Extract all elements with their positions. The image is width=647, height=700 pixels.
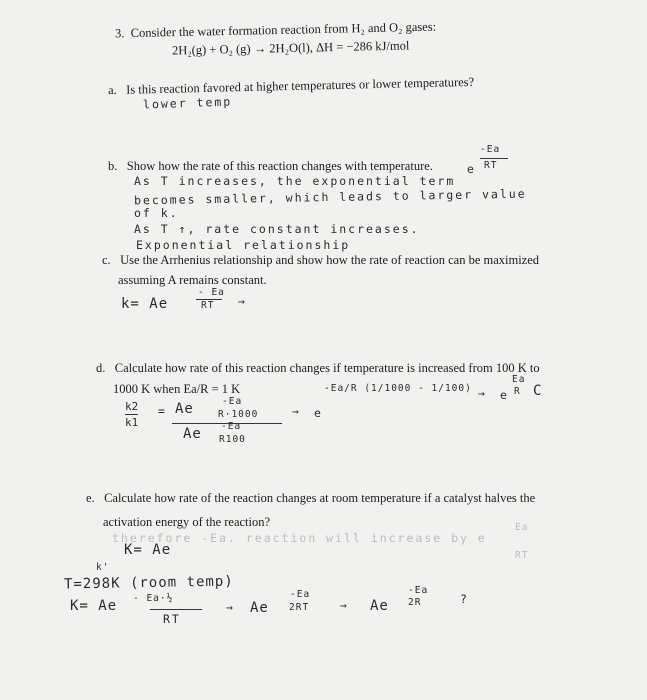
rate-ratio-numerator: k2 bbox=[125, 400, 139, 413]
part-a-label: a. bbox=[107, 82, 117, 98]
faint-exp-top: Ea bbox=[515, 522, 529, 533]
part-b-answer-line-1: As T increases, the exponential term bbox=[134, 174, 456, 188]
part-e-question-line-2: activation energy of the reaction? bbox=[103, 515, 271, 529]
rate-ratio bbox=[125, 400, 138, 429]
part-e-k2-fraction-bar bbox=[150, 609, 202, 610]
part-c-label: c. bbox=[102, 253, 111, 267]
part-e-k2-exp-top: - Ea·½ bbox=[133, 593, 174, 604]
part-b-answer-line-3: of k. bbox=[134, 206, 179, 220]
part-a-handwritten-answer: lower temp bbox=[142, 94, 233, 112]
part-c-text-1: Use the Arrhenius relationship and show how the rate of reaction can be maximized bbox=[120, 253, 540, 267]
part-e-temp-line: T=298K (room temp) bbox=[63, 573, 234, 593]
part-e-k-line: K= Ae bbox=[124, 542, 172, 558]
denominator-exp-top: -Ea bbox=[221, 421, 242, 432]
part-d-label: d. bbox=[96, 361, 106, 375]
part-c-answer-k: k= Ae bbox=[121, 296, 169, 312]
numerator-expr: Ae bbox=[175, 401, 194, 417]
d-arrow-2: → bbox=[478, 386, 487, 400]
d-end-exp-top: Ea bbox=[512, 374, 526, 385]
d-arrow-1: → bbox=[292, 404, 301, 418]
rate-ratio-denominator: k1 bbox=[125, 416, 139, 429]
numerator-exp-bottom: R·1000 bbox=[218, 409, 259, 420]
exp-term-base: e bbox=[467, 162, 476, 176]
part-b-answer-line-5: Exponential relationship bbox=[136, 238, 351, 252]
ratio-equals: = bbox=[158, 404, 167, 418]
part-c-arrow: → bbox=[238, 294, 247, 308]
d-end-tail: C bbox=[533, 383, 543, 399]
part-e-k2-line: K= Ae bbox=[70, 598, 118, 614]
part-e-question-line-1 bbox=[86, 490, 535, 506]
part-d-question-line-2: 1000 K when Ea/R = 1 K bbox=[113, 382, 241, 396]
exp-fraction-bar bbox=[480, 158, 508, 159]
e-arrow-2: → bbox=[340, 598, 349, 612]
part-b-text: Show how the rate of this reaction changes with temperature. bbox=[126, 159, 433, 173]
denominator-expr: Ae bbox=[183, 426, 202, 442]
part-d-question-line-1 bbox=[96, 360, 540, 376]
e-end-exp-top: -Ea bbox=[408, 585, 429, 596]
d-mid-expr: e bbox=[314, 406, 323, 420]
e-end-expr: Ae bbox=[370, 598, 389, 614]
d-end-expr: e bbox=[500, 388, 509, 402]
e-arrow-1: → bbox=[226, 600, 235, 614]
part-d-text-1: Calculate how rate of this reaction changes if temperature is increased from 100 K to bbox=[114, 361, 540, 375]
part-a-question bbox=[108, 74, 474, 98]
faint-exp-bottom: RT bbox=[515, 550, 529, 561]
exp-term-top: -Ea bbox=[480, 144, 501, 155]
denominator-exp-bottom: R100 bbox=[219, 434, 246, 445]
question-3-text: Consider the water formation reaction from H₂ and O₂ gases: bbox=[130, 19, 437, 41]
part-e-k2-exp-bottom: RT bbox=[163, 612, 181, 626]
question-number: 3. bbox=[114, 26, 125, 41]
faint-erased-note: therefore -Ea. reaction will increase by e bbox=[112, 531, 487, 545]
part-e-k-prime: k' bbox=[96, 562, 110, 573]
d-end-exp-bottom: R bbox=[514, 386, 521, 397]
e-mid-expr: Ae bbox=[250, 600, 269, 616]
part-b-question bbox=[108, 158, 433, 174]
part-c-question-line-2: assuming A remains constant. bbox=[118, 273, 267, 287]
part-c-question-line-1 bbox=[102, 252, 539, 268]
part-b-answer-line-2: becomes smaller, which leads to larger value bbox=[133, 186, 527, 208]
part-b-label: b. bbox=[108, 159, 118, 173]
exp-term-bottom: RT bbox=[484, 160, 498, 171]
reaction-equation: 2H₂(g) + O₂ (g) → 2H₂O(l), ΔH = −286 kJ/mol bbox=[171, 38, 410, 58]
e-mid-exp-top: -Ea bbox=[290, 589, 311, 600]
e-end-exp-bottom: 2R bbox=[408, 597, 422, 608]
e-mid-exp-bottom: 2RT bbox=[289, 602, 310, 613]
part-e-text-1: Calculate how rate of the reaction changes at room temperature if a catalyst halves the bbox=[104, 491, 536, 505]
e-question-mark: ? bbox=[460, 592, 469, 606]
d-mid-exp: -Ea/R (1/1000 - 1/100) bbox=[324, 383, 472, 394]
part-c-exp-top: - Ea bbox=[198, 287, 225, 298]
part-e-label: e. bbox=[86, 491, 95, 505]
numerator-exp-top: -Ea bbox=[222, 396, 243, 407]
part-c-exp-bottom: RT bbox=[201, 300, 215, 311]
part-a-text: Is this reaction favored at higher temperatures or lower temperatures? bbox=[125, 74, 475, 97]
part-b-answer-line-4: As T ↑, rate constant increases. bbox=[134, 222, 420, 236]
